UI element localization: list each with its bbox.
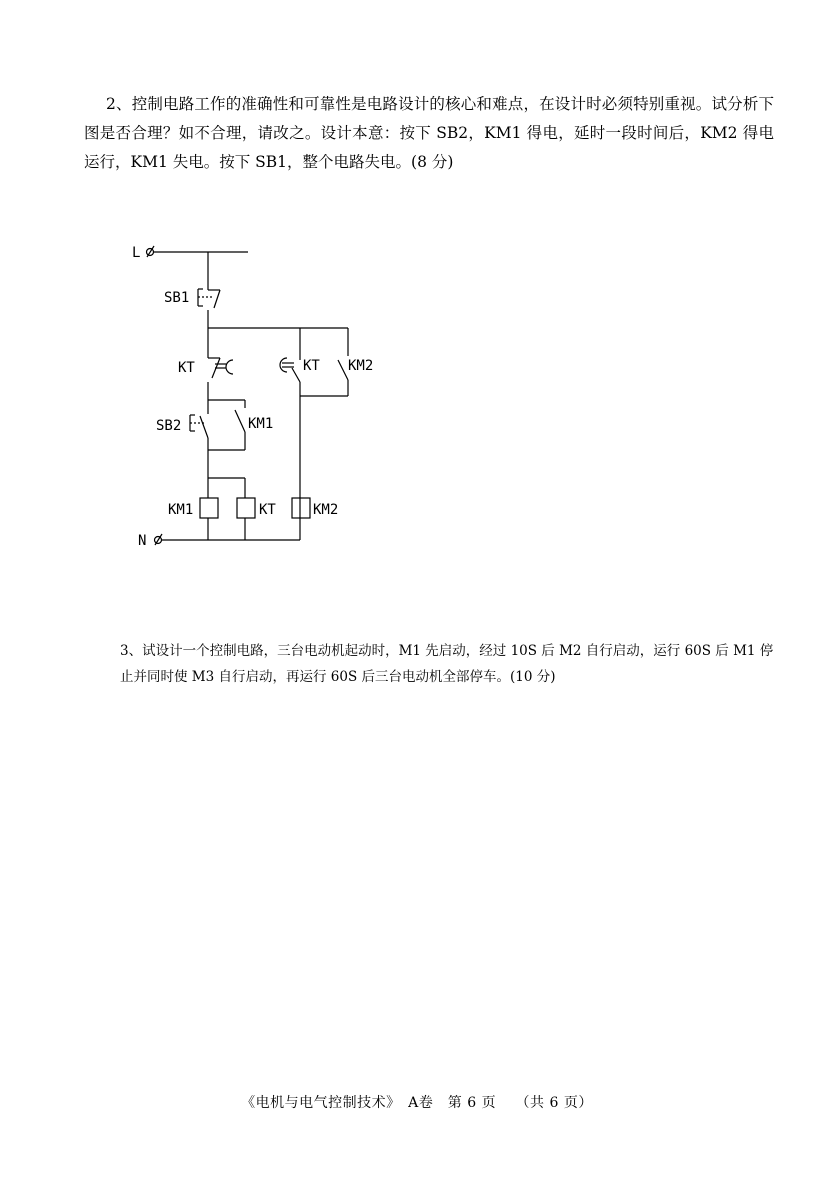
label-KT-coil: KT xyxy=(259,502,276,518)
label-SB1: SB1 xyxy=(164,290,190,306)
kt-coil xyxy=(237,498,255,518)
kt-delay-nc-contact xyxy=(208,328,233,400)
km1-holding-contact xyxy=(235,410,245,450)
page-footer: 《电机与电气控制技术》 A卷 第 6 页 （共 6 页） xyxy=(241,1095,593,1111)
control-circuit-diagram xyxy=(120,232,390,557)
label-KM1-contact: KM1 xyxy=(248,416,274,432)
label-N: N xyxy=(138,533,147,549)
label-SB2: SB2 xyxy=(156,418,182,434)
km1-coil xyxy=(200,498,218,518)
sb1-stop-button xyxy=(198,286,220,328)
label-KM1-coil: KM1 xyxy=(168,502,194,518)
sb2-start-button xyxy=(190,400,208,450)
label-KM2-contact: KM2 xyxy=(348,358,374,374)
label-L: L xyxy=(132,245,141,261)
kt-delay-no-contact xyxy=(280,358,300,540)
question-2-text: 2、控制电路工作的准确性和可靠性是电路设计的核心和难点，在设计时必须特别重视。试分析下图是否合理？如不合理，请改之。设计本意：按下 SB2，KM1 得电，延时一段时间后，KM2 得电运行，KM1 失电。按下 SB1，整个电路失电。(8 分) xyxy=(84,95,774,171)
label-KT-no: KT xyxy=(303,358,320,374)
question-3 xyxy=(120,638,780,690)
label-KT-nc: KT xyxy=(178,360,195,376)
km2-coil xyxy=(292,498,310,518)
label-KM2-coil: KM2 xyxy=(313,502,339,518)
question-2 xyxy=(84,90,774,177)
question-3-text: 3、试设计一个控制电路，三台电动机起动时，M1 先启动，经过 10S 后 M2 自行启动，运行 60S 后 M1 停止并同时使 M3 自行启动，再运行 60S 后三台电动机全部停车。(10 分) xyxy=(120,643,774,685)
